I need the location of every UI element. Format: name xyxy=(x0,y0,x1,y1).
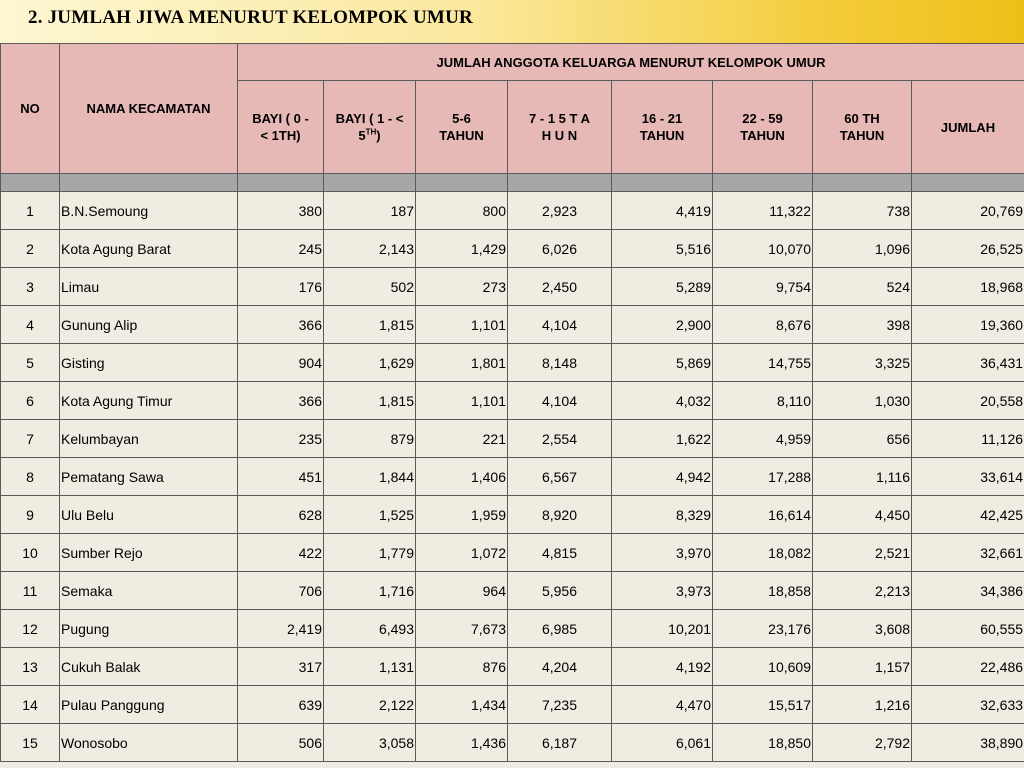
row-nama-kecamatan: Semaka xyxy=(60,572,238,610)
row-bayi-0: 506 xyxy=(238,724,324,762)
row-22-59-tahun: 8,110 xyxy=(713,382,813,420)
row-no: 9 xyxy=(1,496,60,534)
row-22-59-tahun: 9,754 xyxy=(713,268,813,306)
row-bayi-0: 317 xyxy=(238,648,324,686)
row-nama-kecamatan: B.N.Semoung xyxy=(60,192,238,230)
row-jumlah: 32,661 xyxy=(912,534,1024,572)
row-7-15-tahun: 6,187 xyxy=(508,724,612,762)
row-5-6-tahun: 1,959 xyxy=(416,496,508,534)
row-bayi-0: 366 xyxy=(238,382,324,420)
row-bayi-1: 1,844 xyxy=(324,458,416,496)
row-bayi-1: 879 xyxy=(324,420,416,458)
row-jumlah: 32,633 xyxy=(912,686,1024,724)
row-5-6-tahun: 876 xyxy=(416,648,508,686)
row-no: 12 xyxy=(1,610,60,648)
row-bayi-1: 502 xyxy=(324,268,416,306)
row-bayi-1: 3,058 xyxy=(324,724,416,762)
row-16-21-tahun: 5,869 xyxy=(612,344,713,382)
row-bayi-1: 2,122 xyxy=(324,686,416,724)
row-no: 13 xyxy=(1,648,60,686)
row-60-tahun: 3,325 xyxy=(813,344,912,382)
row-nama-kecamatan: Cukuh Balak xyxy=(60,648,238,686)
row-60-tahun: 2,521 xyxy=(813,534,912,572)
row-5-6-tahun: 964 xyxy=(416,572,508,610)
row-bayi-1: 1,131 xyxy=(324,648,416,686)
row-7-15-tahun: 6,026 xyxy=(508,230,612,268)
row-nama-kecamatan: Gunung Alip xyxy=(60,306,238,344)
row-5-6-tahun: 1,429 xyxy=(416,230,508,268)
row-22-59-tahun: 15,517 xyxy=(713,686,813,724)
title-bar xyxy=(0,0,1024,43)
table-row xyxy=(1,382,1024,420)
row-nama-kecamatan: Kelumbayan xyxy=(60,420,238,458)
row-jumlah: 60,555 xyxy=(912,610,1024,648)
row-jumlah: 11,126 xyxy=(912,420,1024,458)
row-jumlah: 20,769 xyxy=(912,192,1024,230)
row-16-21-tahun: 4,470 xyxy=(612,686,713,724)
row-7-15-tahun: 4,204 xyxy=(508,648,612,686)
row-bayi-0: 380 xyxy=(238,192,324,230)
row-7-15-tahun: 7,235 xyxy=(508,686,612,724)
row-7-15-tahun: 4,815 xyxy=(508,534,612,572)
row-bayi-1: 1,815 xyxy=(324,382,416,420)
row-bayi-0: 245 xyxy=(238,230,324,268)
row-jumlah: 42,425 xyxy=(912,496,1024,534)
table-row xyxy=(1,610,1024,648)
row-16-21-tahun: 3,973 xyxy=(612,572,713,610)
row-60-tahun: 2,792 xyxy=(813,724,912,762)
row-16-21-tahun: 6,061 xyxy=(612,724,713,762)
table-row xyxy=(1,534,1024,572)
row-22-59-tahun: 11,322 xyxy=(713,192,813,230)
row-bayi-1: 187 xyxy=(324,192,416,230)
row-60-tahun: 1,096 xyxy=(813,230,912,268)
row-jumlah: 38,890 xyxy=(912,724,1024,762)
row-nama-kecamatan: Gisting xyxy=(60,344,238,382)
row-16-21-tahun: 8,329 xyxy=(612,496,713,534)
header-22-59-tahun: 22 - 59 TAHUN xyxy=(713,81,813,174)
row-7-15-tahun: 8,148 xyxy=(508,344,612,382)
header-5-6-tahun: 5-6 TAHUN xyxy=(416,81,508,174)
header-16-21-tahun: 16 - 21 TAHUN xyxy=(612,81,713,174)
row-5-6-tahun: 7,673 xyxy=(416,610,508,648)
table-row xyxy=(1,420,1024,458)
row-16-21-tahun: 5,289 xyxy=(612,268,713,306)
row-7-15-tahun: 2,923 xyxy=(508,192,612,230)
row-16-21-tahun: 4,192 xyxy=(612,648,713,686)
row-jumlah: 33,614 xyxy=(912,458,1024,496)
header-group: JUMLAH ANGGOTA KELUARGA MENURUT KELOMPOK UMUR xyxy=(238,44,1024,81)
row-bayi-1: 2,143 xyxy=(324,230,416,268)
header-bayi-1: BAYI ( 1 - < 5TH) xyxy=(324,81,416,174)
row-bayi-0: 639 xyxy=(238,686,324,724)
row-7-15-tahun: 6,567 xyxy=(508,458,612,496)
row-jumlah: 18,968 xyxy=(912,268,1024,306)
row-60-tahun: 2,213 xyxy=(813,572,912,610)
table-row xyxy=(1,230,1024,268)
table-row xyxy=(1,686,1024,724)
row-5-6-tahun: 1,436 xyxy=(416,724,508,762)
row-22-59-tahun: 10,609 xyxy=(713,648,813,686)
table-row xyxy=(1,192,1024,230)
row-bayi-1: 6,493 xyxy=(324,610,416,648)
row-7-15-tahun: 4,104 xyxy=(508,382,612,420)
row-60-tahun: 398 xyxy=(813,306,912,344)
row-22-59-tahun: 18,858 xyxy=(713,572,813,610)
row-bayi-1: 1,525 xyxy=(324,496,416,534)
row-bayi-0: 366 xyxy=(238,306,324,344)
header-nama-kecamatan: NAMA KECAMATAN xyxy=(60,44,238,174)
row-22-59-tahun: 17,288 xyxy=(713,458,813,496)
row-60-tahun: 656 xyxy=(813,420,912,458)
row-16-21-tahun: 10,201 xyxy=(612,610,713,648)
row-7-15-tahun: 2,450 xyxy=(508,268,612,306)
row-7-15-tahun: 2,554 xyxy=(508,420,612,458)
row-no: 14 xyxy=(1,686,60,724)
table-row xyxy=(1,344,1024,382)
row-7-15-tahun: 6,985 xyxy=(508,610,612,648)
table-row xyxy=(1,648,1024,686)
row-5-6-tahun: 1,406 xyxy=(416,458,508,496)
row-no: 15 xyxy=(1,724,60,762)
row-no: 11 xyxy=(1,572,60,610)
row-bayi-1: 1,779 xyxy=(324,534,416,572)
header-bayi-0: BAYI ( 0 - < 1TH) xyxy=(238,81,324,174)
row-bayi-0: 904 xyxy=(238,344,324,382)
row-5-6-tahun: 1,434 xyxy=(416,686,508,724)
row-nama-kecamatan: Kota Agung Timur xyxy=(60,382,238,420)
row-jumlah: 22,486 xyxy=(912,648,1024,686)
row-22-59-tahun: 8,676 xyxy=(713,306,813,344)
row-nama-kecamatan: Sumber Rejo xyxy=(60,534,238,572)
row-bayi-1: 1,716 xyxy=(324,572,416,610)
row-5-6-tahun: 1,801 xyxy=(416,344,508,382)
row-no: 10 xyxy=(1,534,60,572)
row-16-21-tahun: 4,419 xyxy=(612,192,713,230)
row-7-15-tahun: 4,104 xyxy=(508,306,612,344)
row-5-6-tahun: 1,101 xyxy=(416,382,508,420)
header-jumlah: JUMLAH xyxy=(912,81,1024,174)
row-nama-kecamatan: Wonosobo xyxy=(60,724,238,762)
row-jumlah: 26,525 xyxy=(912,230,1024,268)
row-no: 3 xyxy=(1,268,60,306)
row-22-59-tahun: 16,614 xyxy=(713,496,813,534)
row-bayi-0: 451 xyxy=(238,458,324,496)
row-no: 7 xyxy=(1,420,60,458)
row-22-59-tahun: 18,850 xyxy=(713,724,813,762)
table-row xyxy=(1,268,1024,306)
row-bayi-0: 2,419 xyxy=(238,610,324,648)
row-nama-kecamatan: Limau xyxy=(60,268,238,306)
table-row xyxy=(1,572,1024,610)
header-60-tahun: 60 TH TAHUN xyxy=(813,81,912,174)
row-22-59-tahun: 10,070 xyxy=(713,230,813,268)
row-5-6-tahun: 221 xyxy=(416,420,508,458)
table-row xyxy=(1,724,1024,762)
row-no: 4 xyxy=(1,306,60,344)
row-60-tahun: 1,216 xyxy=(813,686,912,724)
row-16-21-tahun: 3,970 xyxy=(612,534,713,572)
row-nama-kecamatan: Pugung xyxy=(60,610,238,648)
page-title: 2. JUMLAH JIWA MENURUT KELOMPOK UMUR xyxy=(28,7,473,28)
population-table xyxy=(0,43,1024,762)
row-nama-kecamatan: Kota Agung Barat xyxy=(60,230,238,268)
row-22-59-tahun: 14,755 xyxy=(713,344,813,382)
row-nama-kecamatan: Pulau Panggung xyxy=(60,686,238,724)
row-16-21-tahun: 4,942 xyxy=(612,458,713,496)
row-bayi-0: 176 xyxy=(238,268,324,306)
row-no: 2 xyxy=(1,230,60,268)
row-bayi-1: 1,815 xyxy=(324,306,416,344)
row-16-21-tahun: 5,516 xyxy=(612,230,713,268)
row-no: 6 xyxy=(1,382,60,420)
row-5-6-tahun: 273 xyxy=(416,268,508,306)
row-bayi-0: 422 xyxy=(238,534,324,572)
row-5-6-tahun: 1,072 xyxy=(416,534,508,572)
row-7-15-tahun: 8,920 xyxy=(508,496,612,534)
row-60-tahun: 1,157 xyxy=(813,648,912,686)
row-jumlah: 19,360 xyxy=(912,306,1024,344)
header-no: NO xyxy=(1,44,60,174)
row-no: 1 xyxy=(1,192,60,230)
row-16-21-tahun: 4,032 xyxy=(612,382,713,420)
row-22-59-tahun: 23,176 xyxy=(713,610,813,648)
row-bayi-0: 628 xyxy=(238,496,324,534)
row-60-tahun: 4,450 xyxy=(813,496,912,534)
row-bayi-0: 706 xyxy=(238,572,324,610)
row-nama-kecamatan: Ulu Belu xyxy=(60,496,238,534)
row-60-tahun: 1,116 xyxy=(813,458,912,496)
row-60-tahun: 738 xyxy=(813,192,912,230)
row-5-6-tahun: 800 xyxy=(416,192,508,230)
row-60-tahun: 524 xyxy=(813,268,912,306)
row-60-tahun: 3,608 xyxy=(813,610,912,648)
row-7-15-tahun: 5,956 xyxy=(508,572,612,610)
row-60-tahun: 1,030 xyxy=(813,382,912,420)
row-no: 5 xyxy=(1,344,60,382)
row-22-59-tahun: 4,959 xyxy=(713,420,813,458)
row-22-59-tahun: 18,082 xyxy=(713,534,813,572)
spacer-row xyxy=(1,174,1024,192)
row-bayi-1: 1,629 xyxy=(324,344,416,382)
table-row xyxy=(1,306,1024,344)
row-5-6-tahun: 1,101 xyxy=(416,306,508,344)
row-jumlah: 36,431 xyxy=(912,344,1024,382)
row-jumlah: 34,386 xyxy=(912,572,1024,610)
row-16-21-tahun: 1,622 xyxy=(612,420,713,458)
row-nama-kecamatan: Pematang Sawa xyxy=(60,458,238,496)
row-16-21-tahun: 2,900 xyxy=(612,306,713,344)
row-bayi-0: 235 xyxy=(238,420,324,458)
table-row xyxy=(1,458,1024,496)
table-row xyxy=(1,496,1024,534)
row-no: 8 xyxy=(1,458,60,496)
header-7-15-tahun: 7 - 1 5 T A H U N xyxy=(508,81,612,174)
row-jumlah: 20,558 xyxy=(912,382,1024,420)
